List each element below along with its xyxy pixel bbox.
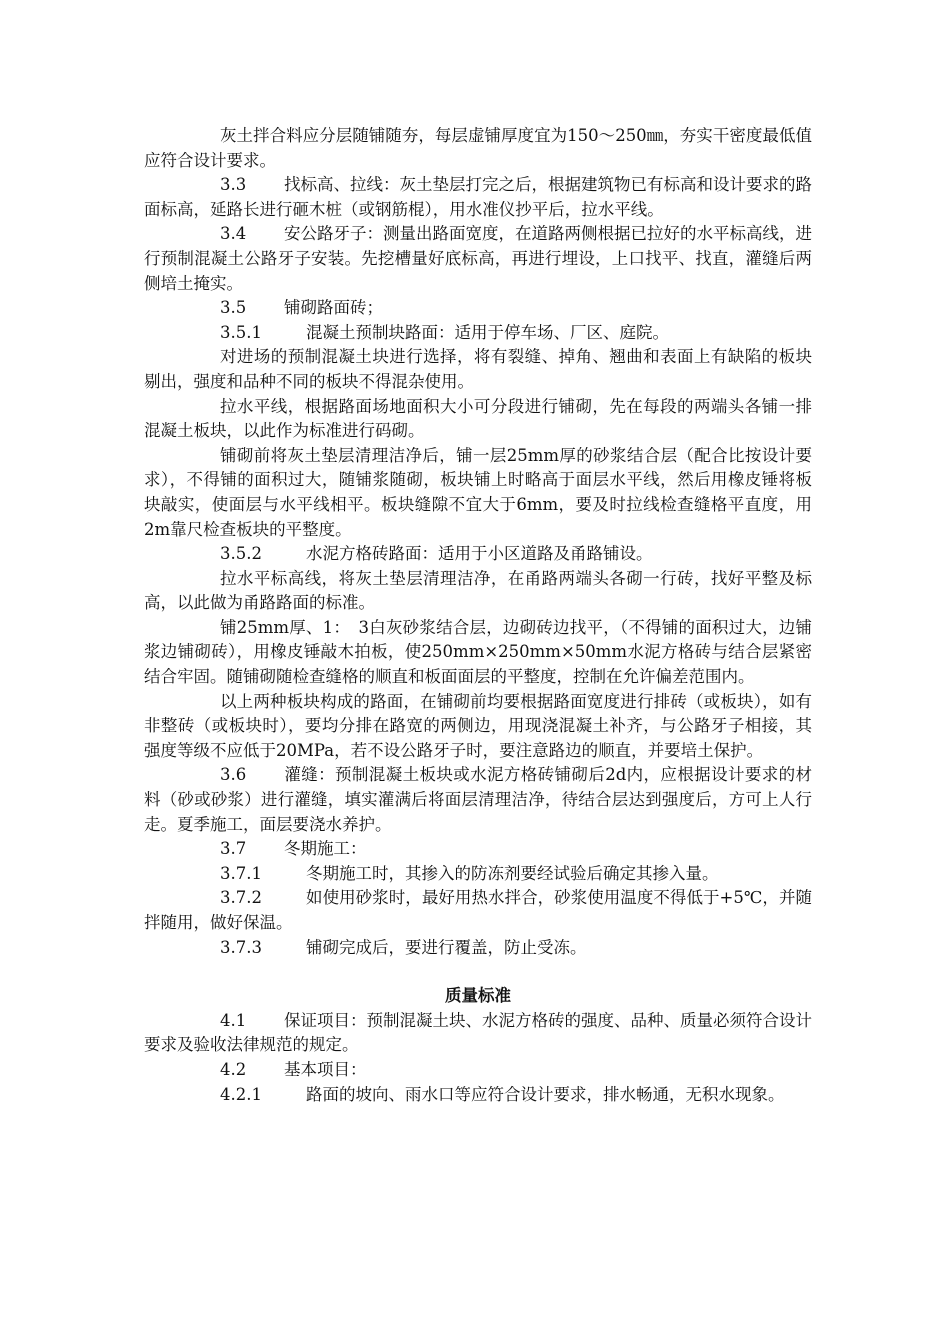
paragraph-text: 冬期施工时，其掺入的防冻剂要经试验后确定其掺入量。 [306,863,719,883]
paragraph-3-6 [144,763,812,837]
paragraph-3-5-2 [144,542,812,567]
paragraph-3-7-2 [144,886,812,935]
paragraph-text: 路面的坡向、雨水口等应符合设计要求，排水畅通，无积水现象。 [306,1084,785,1104]
paragraph: 以上两种板块构成的路面，在铺砌前均要根据路面宽度进行排砖（或板块），如有非整砖（或板块时），要均分排在路宽的两侧边，用现浇混凝土补齐，与公路牙子相接，其强度等级不应低于20MPa，若不设公路牙子时，要注意路边的顺直，并要培土保护。 [144,691,812,760]
paragraph-3-7-3 [144,936,812,961]
paragraph-text: 保证项目：预制混凝土块、水泥方格砖的强度、品种、质量必须符合设计要求及验收法律规范的规定。 [144,1010,812,1055]
paragraph: 拉水平标高线，将灰土垫层清理洁净，在甬路两端头各砌一行砖，找好平整及标高，以此做为甬路路面的标准。 [144,568,812,613]
section-number: 3.5.2 [220,544,262,564]
section-number: 3.7.3 [220,937,262,957]
section-number: 3.7.2 [220,888,262,908]
paragraph-text: 如使用砂浆时，最好用热水拌合，砂浆使用温度不得低于+5℃，并随拌随用，做好保温。 [144,888,812,932]
section-heading: 质量标准 [445,986,511,1006]
section-number: 3.5 [220,298,247,318]
paragraph-text: 基本项目： [284,1059,367,1079]
paragraph-4-2-1 [144,1083,812,1108]
section-number: 3.3 [220,175,247,195]
section-number: 3.4 [220,224,247,244]
paragraph: 灰土拌合料应分层随铺随夯，每层虚铺厚度宜为150～250㎜，夯实干密度最低值应符合设计要求。 [144,126,812,170]
section-number: 4.1 [220,1010,247,1030]
paragraph-text: 混凝土预制块路面：适用于停车场、厂区、庭院。 [306,322,669,342]
paragraph-3-7 [144,837,812,862]
section-number: 4.2 [220,1059,247,1079]
section-number: 3.5.1 [220,322,262,342]
paragraph: 铺25mm厚、1： 3白灰砂浆结合层，边砌砖边找平，（不得铺的面积过大，边铺浆边铺砌砖），用橡皮锤敲木拍板，使250mm×250mm×50mm水泥方格砖与结合层紧密结合牢固。随铺砌随检查缝格的顺直和板面面层的平整度，控制在允许偏差范围内。 [144,617,812,687]
paragraph-text: 铺砌路面砖； [284,298,383,318]
paragraph-text: 冬期施工： [284,839,367,859]
paragraph-4-1 [144,1009,812,1058]
section-number: 3.6 [220,765,247,785]
paragraph: 铺砌前将灰土垫层清理洁净后，铺一层25mm厚的砂浆结合层（配合比按设计要求），不得铺的面积过大，随铺浆随砌，板块铺上时略高于面层水平线，然后用橡皮锤将板块敲实，使面层与水平线相平。板块缝隙不宜大于6mm，要及时拉线检查缝格平直度，用2m靠尺检查板块的平整度。 [144,445,812,539]
section-number: 4.2.1 [220,1084,262,1104]
paragraph-text: 安公路牙子：测量出路面宽度，在道路两侧根据已拉好的水平标高线，进行预制混凝土公路牙子安装。先挖槽量好底标高，再进行埋设，上口找平、找直，灌缝后两侧培土掩实。 [144,224,812,293]
paragraph: 对进场的预制混凝土块进行选择，将有裂缝、掉角、翘曲和表面上有缺陷的板块剔出，强度和品种不同的板块不得混杂使用。 [144,347,812,391]
paragraph-4-2 [144,1058,812,1083]
paragraph-3-4 [144,222,812,296]
paragraph-text: 铺砌完成后，要进行覆盖，防止受冻。 [306,937,587,957]
section-number: 3.7.1 [220,863,262,883]
paragraph-3-5-1 [144,321,812,346]
paragraph: 拉水平线，根据路面场地面积大小可分段进行铺砌，先在每段的两端头各铺一排混凝土板块，以此作为标准进行码砌。 [144,396,812,441]
paragraph-3-5 [144,296,812,321]
paragraph-text: 水泥方格砖路面：适用于小区道路及甬路铺设。 [306,544,653,564]
paragraph-text: 灌缝：预制混凝土板块或水泥方格砖铺砌后2d内，应根据设计要求的材料（砂或砂浆）进行灌缝，填实灌满后将面层清理洁净，待结合层达到强度后，方可上人行走。夏季施工，面层要浇水养护。 [144,765,812,834]
section-number: 3.7 [220,839,247,859]
paragraph-text: 找标高、拉线：灰土垫层打完之后，根据建筑物已有标高和设计要求的路面标高，延路长进行砸木桩（或钢筋棍），用水准仪抄平后，拉水平线。 [144,175,812,219]
paragraph-3-3 [144,173,812,222]
paragraph-3-7-1 [144,862,812,887]
